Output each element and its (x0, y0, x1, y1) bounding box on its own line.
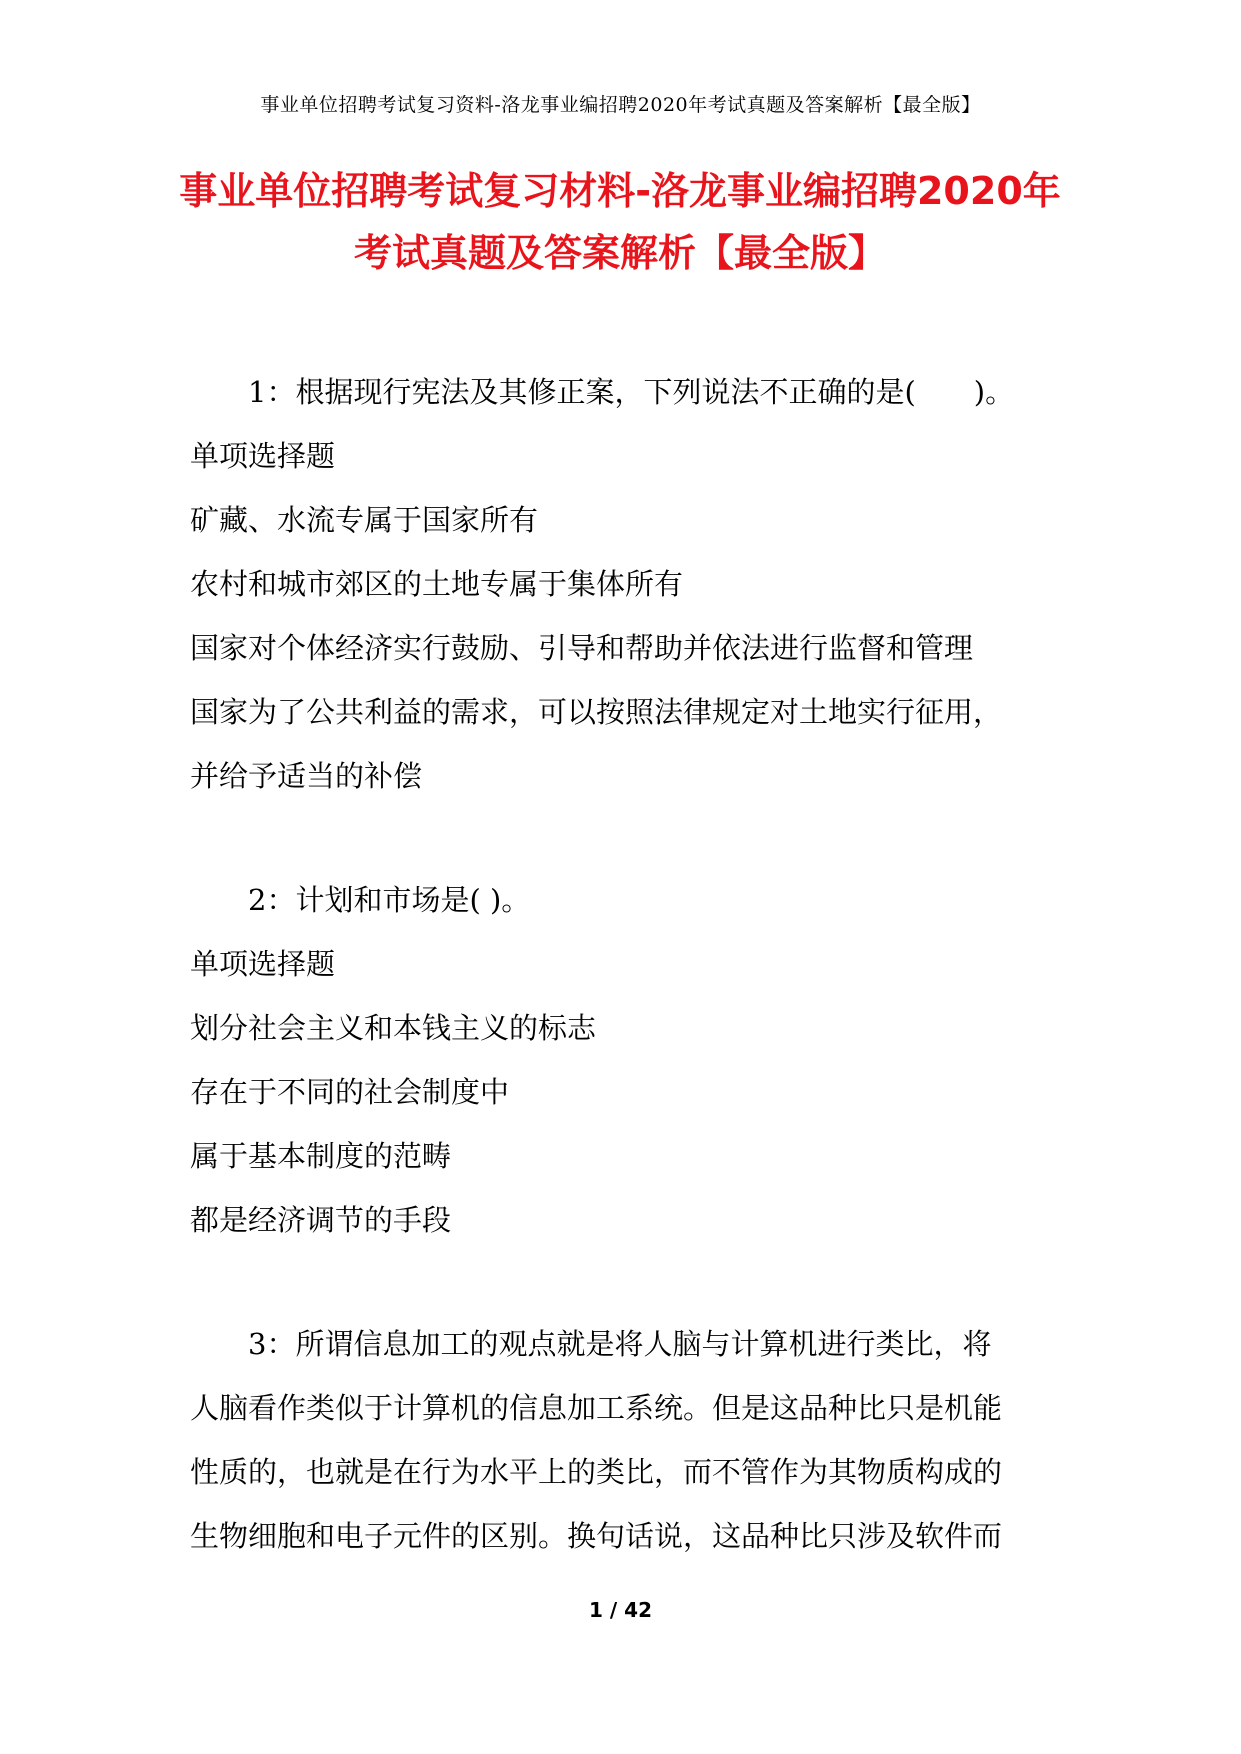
question-stem: 1：根据现行宪法及其修正案，下列说法不正确的是( )。 (248, 375, 1015, 409)
question-option: 并给予适当的补偿 (190, 759, 423, 793)
question-stem: 2：计划和市场是( )。 (248, 883, 531, 917)
document-title-line-1: 事业单位招聘考试复习材料-洛龙事业编招聘2020年 (179, 169, 1061, 213)
question-type: 单项选择题 (190, 439, 336, 473)
question-option: 属于基本制度的范畴 (190, 1139, 452, 1173)
question-option: 划分社会主义和本钱主义的标志 (190, 1011, 597, 1045)
question-1 (190, 360, 1080, 808)
question-option: 矿藏、水流专属于国家所有 (190, 503, 539, 537)
question-list (190, 360, 1080, 1628)
question-stem-continued: 生物细胞和电子元件的区别。换句话说，这品种比只涉及软件而 (190, 1519, 1003, 1553)
question-stem-continued: 人脑看作类似于计算机的信息加工系统。但是这品种比只是机能 (190, 1391, 1003, 1425)
document-title-line-2: 考试真题及答案解析【最全版】 (353, 231, 886, 275)
page-number: 1 / 42 (589, 1598, 652, 1622)
document-title (150, 160, 1090, 284)
question-option: 都是经济调节的手段 (190, 1203, 452, 1237)
question-3 (190, 1312, 1080, 1568)
running-header: 事业单位招聘考试复习资料-洛龙事业编招聘2020年考试真题及答案解析【最全版】 (260, 94, 981, 116)
question-stem: 3：所谓信息加工的观点就是将人脑与计算机进行类比，将 (248, 1327, 992, 1361)
question-stem-continued: 性质的，也就是在行为水平上的类比，而不管作为其物质构成的 (190, 1455, 1003, 1489)
question-option: 国家为了公共利益的需求，可以按照法律规定对土地实行征用， (190, 695, 1003, 729)
question-option: 农村和城市郊区的土地专属于集体所有 (190, 567, 684, 601)
question-type: 单项选择题 (190, 947, 336, 981)
question-option: 存在于不同的社会制度中 (190, 1075, 510, 1109)
question-2 (190, 868, 1080, 1252)
question-option: 国家对个体经济实行鼓励、引导和帮助并依法进行监督和管理 (190, 631, 974, 665)
